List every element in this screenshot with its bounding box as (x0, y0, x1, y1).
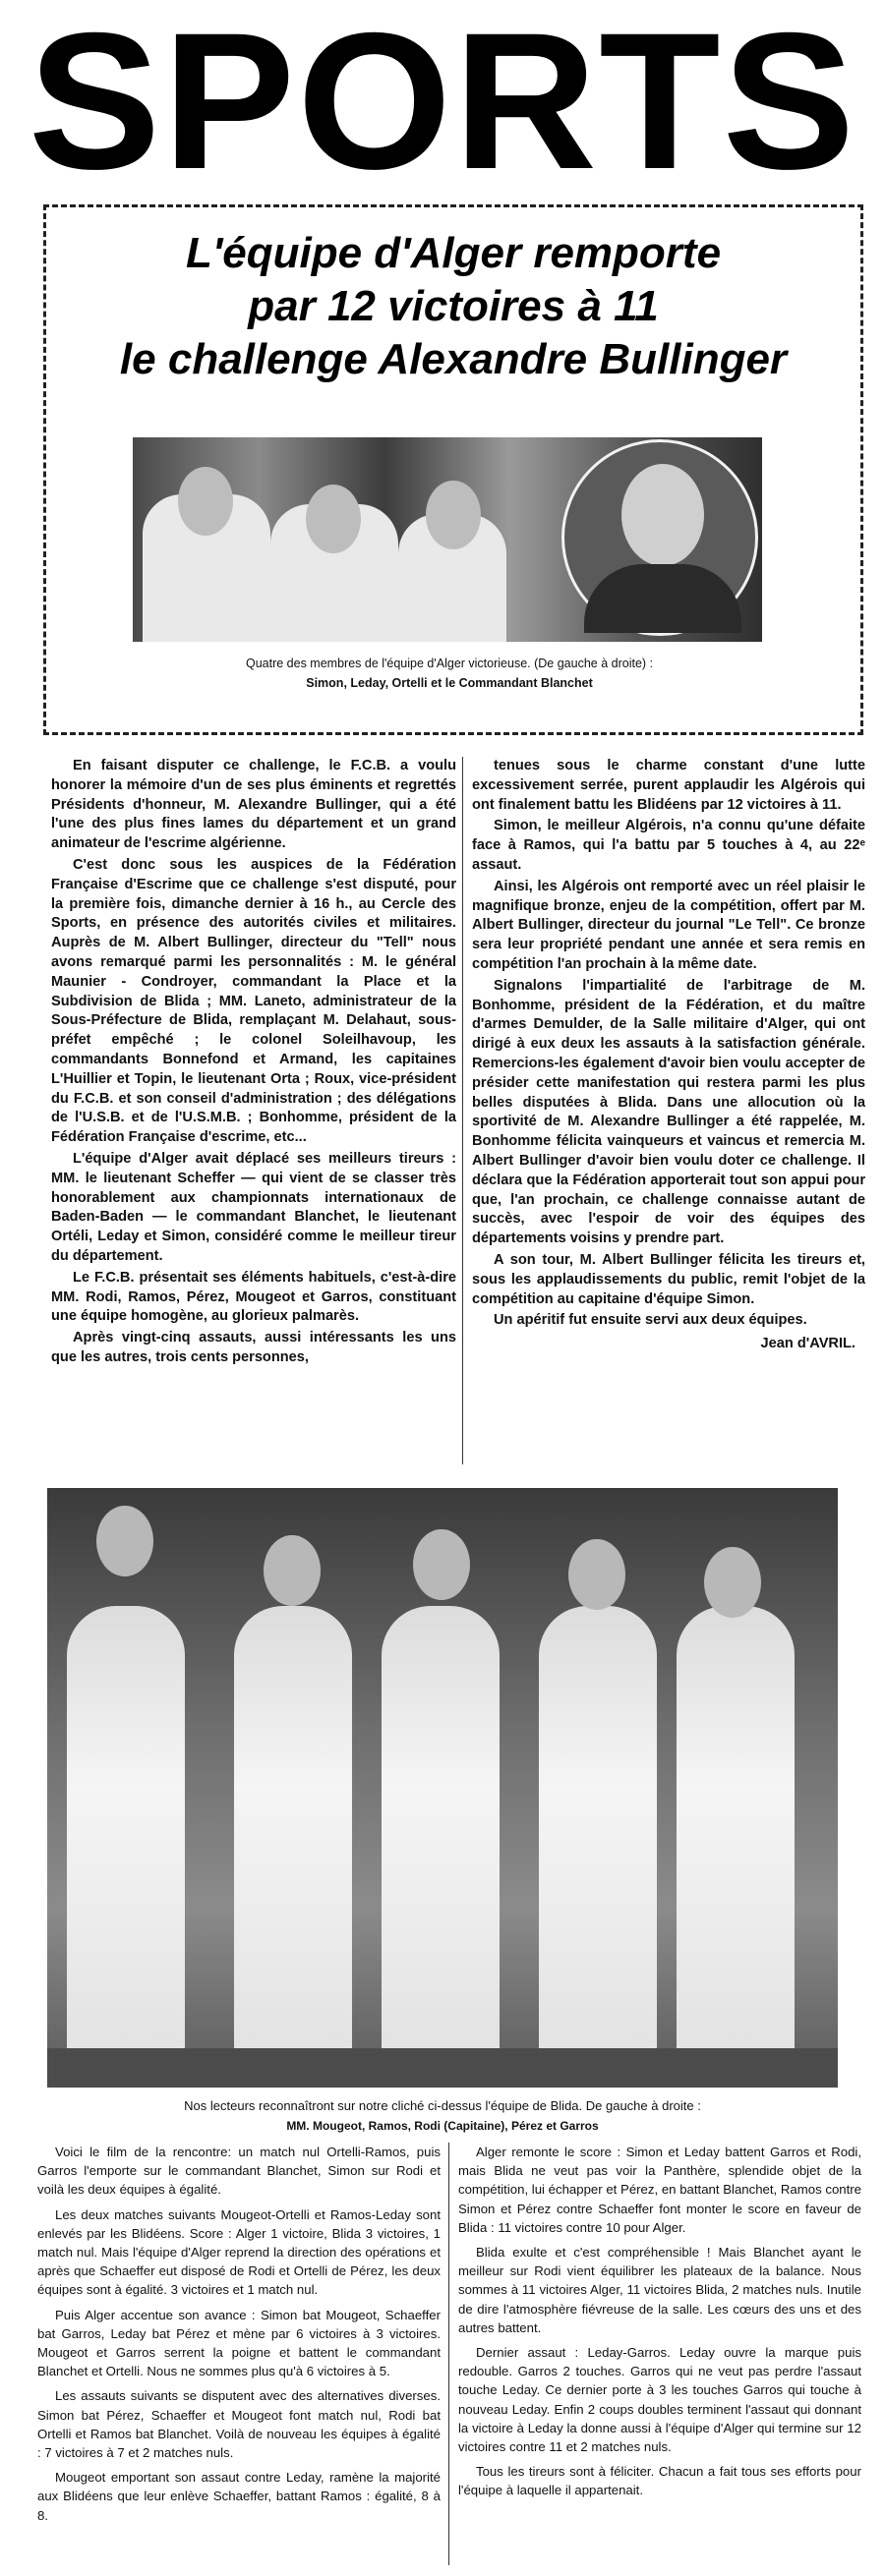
report-column-left (37, 2143, 441, 2531)
article-paragraph: Après vingt-cinq assauts, aussi intéressants les uns que les autres, trois cents personnes, (51, 1330, 456, 1365)
report-paragraph: Les deux matches suivants Mougeot-Ortelli et Ramos-Leday sont enlevés par les Blidéens. Score : Alger 1 victoire, Blida 3 victoires, 1 match nul. Mais l'équipe d'Alger reprend la direction des opérations et après que Schaeffer eut disposé de Rodi et Ortelli de Pérez, les deux équipes sont à égalité. 3 victoires et 1 match nul. (37, 2206, 441, 2298)
report-paragraph: Puis Alger accentue son avance : Simon bat Mougeot, Schaeffer bat Garros, Leday bat Pérez et mène par 6 victoires à 3 victoires. Mougeot et Garros serrent la poigne et battent le commandant Blanchet et Ortelli. Nous ne sommes plus qu'à 6 victoires à 5. (37, 2307, 441, 2379)
report-paragraph: Blida exulte et c'est compréhensible ! Mais Blanchet ayant le meilleur sur Rodi vient équilibrer les plateaux de la balance. Nous sommes à 11 victoires Alger, 11 victoires Blida, 2 matches nuls. Inutile de dire l'atmosphère fiévreuse de la salle. Les cœurs des uns et des autres battent. (458, 2245, 861, 2335)
article-paragraph: A son tour, M. Albert Bullinger félicita les tireurs et, sous les applaudissements du public, remit l'objet de la compétition au capitaine d'équipe Simon. (472, 1251, 865, 1307)
article-paragraph: Signalons l'impartialité de l'arbitrage de M. Bonhomme, président de la Fédération, et du maître d'armes Demulder, de la Salle militaire d'Alger, qui ont dirigé à eux deux les assauts à la satisfaction générale. Remercions-les également d'avoir bien voulu accepter de présider cette manifestation qui restera parmi les plus belles disputées à Blida. Dans une allocution où la sportivité de M. Alexandre Bullinger a été rappelée, M. Bonhomme félicita vainqueurs et vaincus et remercia M. Albert Bullinger d'avoir bien voulu doter ce challenge. Il déclara que la Fédération apporterait tout son appui pour que, l'an prochain, ce challenge connaisse autant de succès, avec l'espoir de voir des équipes des départements voisins y prendre part. (472, 977, 865, 1247)
article-paragraph: C'est donc sous les auspices de la Fédération Française d'Escrime que ce challenge s'est disputé, pour la première fois, dimanche dernier à 16 h., au Cercle des Sports, en présence des autorités civiles et militaires. Auprès de M. Albert Bullinger, directeur du "Tell" nous avons remarqué parmi les personnalités : M. le général Maunier - Condroyer, commandant la Place et la Subdivision de Blida ; MM. Laneto, administrateur de la Sous-Préfecture de Blida, remplaçant M. Delahaut, sous-préfet empêché ; le colonel Soleilhavoup, les commandants Bonnefond et Armand, les capitaines L'Huillier et Topin, le lieutenant Orta ; Roux, vice-président du F.C.B. et son conseil d'administration ; des délégations de l'U.S.B. et de l'U.S.M.B. ; Bonhomme, président de la Fédération Française d'escrime, etc... (51, 856, 456, 1146)
article-paragraph: En faisant disputer ce challenge, le F.C.B. a voulu honorer la mémoire d'un de ses plus éminents et regrettés Présidents d'honneur, M. Alexandre Bullinger, qui a été l'une des plus fines lames du département et un grand animateur de l'escrime algérienne. (51, 758, 456, 852)
portrait-medallion (561, 439, 758, 636)
article-column-right (472, 757, 865, 1356)
article-column-left (51, 757, 456, 1370)
headline-box (43, 204, 863, 735)
article-signature: Jean d'AVRIL. (760, 1336, 856, 1352)
column-divider (462, 757, 463, 1464)
headline (46, 227, 860, 386)
report-paragraph: Dernier assaut : Leday-Garros. Leday ouvre la marque puis redouble. Garros 2 touches. Garros qui ne veut pas perdre l'assaut touche Leday. Ce dernier porte à 3 les touches Garros qui touche à nouveau Leday. Enfin 2 coups doubles terminent l'assaut qui donnant la victoire à Leday la donne aussi à l'équipe d'Alger qui termine sur 12 victoires contre 11 et 2 matches nuls. (458, 2345, 861, 2455)
team-algiers-photo (133, 437, 762, 642)
article-paragraph: L'équipe d'Alger avait déplacé ses meilleurs tireurs : MM. le lieutenant Scheffer — qui vient de se classer très honorablement aux championnats internationaux de Baden-Baden — le commandant Blanchet, le lieutenant Ortéli, Leday et Simon, considéré comme le meilleur tireur du département. (51, 1150, 456, 1264)
report-column-right (458, 2143, 861, 2506)
headline-line-3: le challenge Alexandre Bullinger (119, 335, 788, 383)
section-masthead: SPORTS (28, 0, 857, 209)
caption-line-1: Nos lecteurs reconnaîtront sur notre cliché ci-dessus l'équipe de Blida. De gauche à droite : (184, 2098, 701, 2113)
article-paragraph: Un apéritif fut ensuite servi aux deux équipes. (494, 1312, 807, 1329)
article-paragraph: Ainsi, les Algérois ont remporté avec un réel plaisir le magnifique bronze, enjeu de la compétition, offert par M. Albert Bullinger, directeur du journal "Le Tell". Ce bronze sera leur propriété pendant une année et sera remis en compétition l'an prochain à la même date. (472, 878, 865, 972)
caption-line-2: MM. Mougeot, Ramos, Rodi (Capitaine), Pérez et Garros (286, 2119, 599, 2133)
photo-caption-algiers (145, 654, 754, 693)
article-paragraph: Simon, le meilleur Algérois, n'a connu qu'une défaite face à Ramos, qui l'a battu par 5 touches à 4, au 22ᵉ assaut. (472, 818, 865, 873)
photo-caption-blida (69, 2096, 816, 2136)
article-paragraph: Le F.C.B. présentait ses éléments habituels, c'est-à-dire MM. Rodi, Ramos, Pérez, Mougeot et Garros, constituant une équipe homogène, au glorieux palmarès. (51, 1269, 456, 1325)
report-paragraph: Mougeot emportant son assaut contre Leday, ramène la majorité aux Blidéens que leur enlève Schaeffer, battant Ramos : égalité, 8 à 8. (37, 2470, 441, 2523)
caption-line-1: Quatre des membres de l'équipe d'Alger victorieuse. (De gauche à droite) : (245, 657, 653, 670)
headline-line-1: L'équipe d'Alger remporte (185, 229, 722, 277)
column-divider (448, 2143, 449, 2565)
report-paragraph: Voici le film de la rencontre: un match nul Ortelli-Ramos, puis Garros l'emporte sur le commandant Blanchet, Simon sur Rodi et voilà les deux équipes à égalité. (37, 2145, 441, 2198)
report-paragraph: Alger remonte le score : Simon et Leday battent Garros et Rodi, mais Blida ne veut pas voir la Panthère, splendide objet de la compétition, lui échapper et Pérez, en battant Blanchet, Ramos contre Simon et Pérez contre Schaeffer font monter le score en faveur de Blida : 11 victoires contre 10 pour Alger. (458, 2145, 861, 2235)
report-paragraph: Les assauts suivants se disputent avec des alternatives diverses. Simon bat Pérez, Schaeffer et Mougeot font match nul, Rodi bat Ortelli et Ramos bat Blanchet. Voilà de nouveau les équipes à égalité : 7 victoires à 7 et 2 matches nuls. (37, 2388, 441, 2461)
headline-line-2: par 12 victoires à 11 (248, 282, 659, 330)
team-blida-photo (47, 1488, 838, 2088)
caption-line-2: Simon, Leday, Ortelli et le Commandant Blanchet (306, 676, 593, 690)
report-paragraph: Tous les tireurs sont à féliciter. Chacun a fait tous ses efforts pour l'équipe à laquelle il appartenait. (458, 2464, 861, 2498)
article-paragraph: tenues sous le charme constant d'une lutte excessivement serrée, purent applaudir les Algérois qui ont finalement battu les Blidéens par 12 victoires à 11. (472, 758, 865, 813)
